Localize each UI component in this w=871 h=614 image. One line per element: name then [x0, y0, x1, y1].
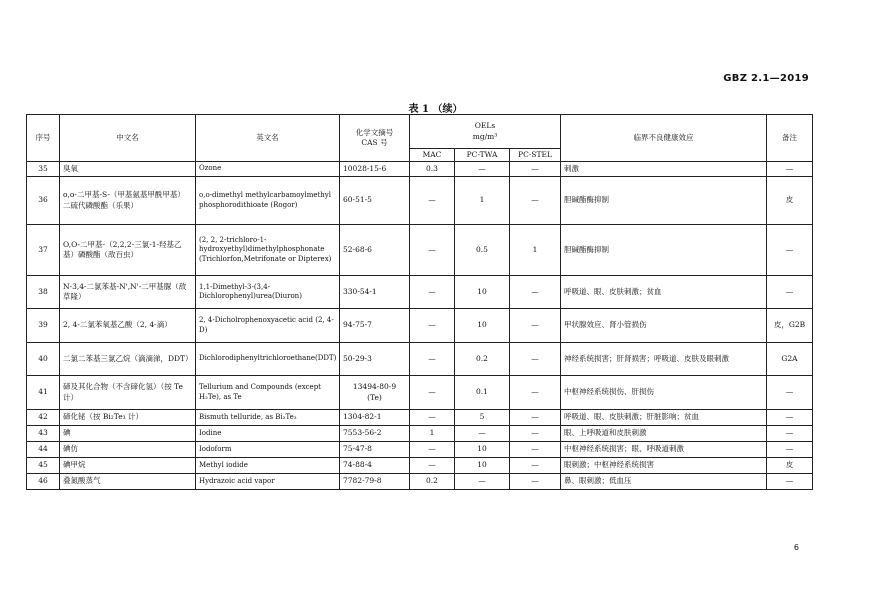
cell-pc-twa: 0.5: [455, 225, 510, 276]
cell-mac: —: [410, 343, 455, 376]
cell-cas: 74-88-4: [340, 458, 410, 474]
cell-cn-name: 叠氮酸蒸气: [60, 474, 196, 490]
cell-pc-stel: —: [510, 309, 561, 343]
cell-note: —: [767, 276, 813, 309]
cell-note: —: [767, 426, 813, 442]
cell-note: G2A: [767, 343, 813, 376]
cell-mac: 1: [410, 426, 455, 442]
header-en-name: 英文名: [196, 115, 340, 162]
cell-note: —: [767, 474, 813, 490]
cell-pc-stel: —: [510, 376, 561, 410]
header-oels: [410, 115, 561, 149]
cell-no: 38: [27, 276, 60, 309]
cell-effect: 中枢神经系统损害；眼、呼吸道刺激: [561, 442, 767, 458]
cell-pc-stel: —: [510, 162, 561, 177]
table-row: [27, 426, 813, 442]
cell-cas: 52-68-6: [340, 225, 410, 276]
cell-pc-twa: 10: [455, 276, 510, 309]
cell-mac: 0.3: [410, 162, 455, 177]
header-effects: 临界不良健康效应: [561, 115, 767, 162]
cell-note: —: [767, 442, 813, 458]
cell-effect: 甲状腺效应、肾小管损伤: [561, 309, 767, 343]
cell-en-name: 2, 4-Dicholrophenoxyacetic acid (2, 4-D): [196, 309, 340, 343]
cell-pc-twa: 10: [455, 458, 510, 474]
cell-no: 40: [27, 343, 60, 376]
cell-pc-twa: 5: [455, 410, 510, 426]
cell-note: —: [767, 410, 813, 426]
cell-pc-stel: —: [510, 276, 561, 309]
cell-cn-name: O,O-二甲基-（2,2,2-三氯-1-羟基乙基）磷酸酯（敌百虫）: [60, 225, 196, 276]
header-oels-label: OELs: [474, 121, 496, 131]
cell-mac: —: [410, 410, 455, 426]
cell-no: 45: [27, 458, 60, 474]
header-notes: 备注: [767, 115, 813, 162]
cell-en-name: Iodine: [196, 426, 340, 442]
cell-cn-name: 碘: [60, 426, 196, 442]
cell-cn-name: 碲化铋（按 Bi₂Te₃ 计）: [60, 410, 196, 426]
cell-cas: 7553-56-2: [340, 426, 410, 442]
cell-note: 皮: [767, 177, 813, 225]
cell-mac: —: [410, 442, 455, 458]
cell-no: 42: [27, 410, 60, 426]
cell-en-name: Ozone: [196, 162, 340, 177]
cell-en-name: (2, 2, 2-trichloro-1-hydroxyethyl)dimethylphosphonate (Trichlorfon,Metrifonate or Dipterex): [196, 225, 340, 276]
header-oels-unit: mg/m³: [472, 131, 498, 141]
cell-en-name: Methyl iodide: [196, 458, 340, 474]
header-no: 序号: [27, 115, 60, 162]
oels-table: [26, 114, 813, 490]
table-row: [27, 474, 813, 490]
page-number: 6: [793, 543, 799, 552]
cell-pc-stel: —: [510, 410, 561, 426]
cell-cas: 75-47-8: [340, 442, 410, 458]
cell-en-name: o,o-dimethyl methylcarbamoylmethyl phosphorodithioate (Rogor): [196, 177, 340, 225]
cell-mac: 0.2: [410, 474, 455, 490]
cell-pc-twa: 0.2: [455, 343, 510, 376]
cell-effect: 鼻、眼刺激；低血压: [561, 474, 767, 490]
cell-pc-twa: 10: [455, 309, 510, 343]
cell-effect: 眼刺激；中枢神经系统损害: [561, 458, 767, 474]
cell-pc-stel: —: [510, 426, 561, 442]
cell-pc-twa: —: [455, 426, 510, 442]
table-row: [27, 309, 813, 343]
cell-note: —: [767, 225, 813, 276]
cell-no: 41: [27, 376, 60, 410]
cell-note: —: [767, 162, 813, 177]
cell-no: 36: [27, 177, 60, 225]
cell-no: 35: [27, 162, 60, 177]
cell-cas: 13494-80-9 (Te): [340, 376, 410, 410]
cell-effect: 胆碱酯酶抑制: [561, 225, 767, 276]
cell-effect: 呼吸道、眼、皮肤刺激；肝脏影响；贫血: [561, 410, 767, 426]
cell-en-name: Iodoform: [196, 442, 340, 458]
cell-en-name: Dichlorodiphenyltrichloroethane(DDT): [196, 343, 340, 376]
cell-cas: 10028-15-6: [340, 162, 410, 177]
cell-cas: 330-54-1: [340, 276, 410, 309]
cell-effect: 中枢神经系统损伤、肝损伤: [561, 376, 767, 410]
cell-no: 44: [27, 442, 60, 458]
cell-cn-name: 臭氧: [60, 162, 196, 177]
cell-effect: 神经系统损害；肝肾损害；呼吸道、皮肤及眼刺激: [561, 343, 767, 376]
cell-cn-name: 碘仿: [60, 442, 196, 458]
cell-mac: —: [410, 376, 455, 410]
cell-note: 皮: [767, 458, 813, 474]
cell-en-name: Bismuth telluride, as Bi₂Te₃: [196, 410, 340, 426]
cell-pc-twa: 10: [455, 442, 510, 458]
cell-mac: —: [410, 309, 455, 343]
header-pc-twa: PC-TWA: [455, 149, 510, 162]
cell-mac: —: [410, 276, 455, 309]
cell-note: —: [767, 376, 813, 410]
cell-cas: 1304-82-1: [340, 410, 410, 426]
cell-cn-name: 2, 4-二氯苯氧基乙酸（2, 4-滴）: [60, 309, 196, 343]
cell-effect: 胆碱酯酶抑制: [561, 177, 767, 225]
cell-pc-twa: 0.1: [455, 376, 510, 410]
cell-cn-name: 碲及其化合物（不含碲化氢）（按 Te 计）: [60, 376, 196, 410]
header-cn-name: 中文名: [60, 115, 196, 162]
table-row: [27, 177, 813, 225]
table-row: [27, 162, 813, 177]
cell-cas: 94-75-7: [340, 309, 410, 343]
cell-pc-twa: 1: [455, 177, 510, 225]
cell-no: 37: [27, 225, 60, 276]
cell-en-name: 1,1-Dimethyl-3-(3,4-Dichlorophenyl)urea(Diuron): [196, 276, 340, 309]
header-cas: 化学文摘号 CAS 号: [340, 115, 410, 162]
cell-mac: —: [410, 177, 455, 225]
cell-pc-twa: —: [455, 474, 510, 490]
table-caption: 表 1 （续）: [408, 104, 463, 115]
header-mac: MAC: [410, 149, 455, 162]
table-row: [27, 442, 813, 458]
cell-cn-name: N-3,4-二氯苯基-N',N'-二甲基脲（敌草隆）: [60, 276, 196, 309]
cell-pc-stel: 1: [510, 225, 561, 276]
cell-pc-stel: —: [510, 177, 561, 225]
cell-mac: —: [410, 225, 455, 276]
table-row: [27, 410, 813, 426]
cell-mac: —: [410, 458, 455, 474]
cell-pc-stel: —: [510, 343, 561, 376]
cell-cas: 7782-79-8: [340, 474, 410, 490]
cell-pc-twa: —: [455, 162, 510, 177]
cell-effect: 眼、上呼吸道和皮肤刺激: [561, 426, 767, 442]
table-row: [27, 376, 813, 410]
cell-no: 46: [27, 474, 60, 490]
cell-effect: 呼吸道、眼、皮肤刺激；贫血: [561, 276, 767, 309]
standard-code: GBZ 2.1—2019: [723, 73, 809, 84]
cell-cn-name: 碘甲烷: [60, 458, 196, 474]
table-row: [27, 343, 813, 376]
table-row: [27, 276, 813, 309]
cell-en-name: Tellurium and Compounds (except H₂Te), as Te: [196, 376, 340, 410]
cell-pc-stel: —: [510, 442, 561, 458]
cell-note: 皮，G2B: [767, 309, 813, 343]
cell-cas: 50-29-3: [340, 343, 410, 376]
table-row: [27, 225, 813, 276]
cell-cn-name: o,o-二甲基-S-（甲基氨基甲酰甲基）二硫代磷酸酯（乐果）: [60, 177, 196, 225]
cell-no: 39: [27, 309, 60, 343]
header-pc-stel: PC-STEL: [510, 149, 561, 162]
cell-effect: 刺激: [561, 162, 767, 177]
table-row: [27, 458, 813, 474]
cell-cas: 60-51-5: [340, 177, 410, 225]
cell-no: 43: [27, 426, 60, 442]
cell-pc-stel: —: [510, 474, 561, 490]
cell-pc-stel: —: [510, 458, 561, 474]
cell-cn-name: 二氯二苯基三氯乙烷（滴滴涕，DDT）: [60, 343, 196, 376]
cell-en-name: Hydrazoic acid vapor: [196, 474, 340, 490]
